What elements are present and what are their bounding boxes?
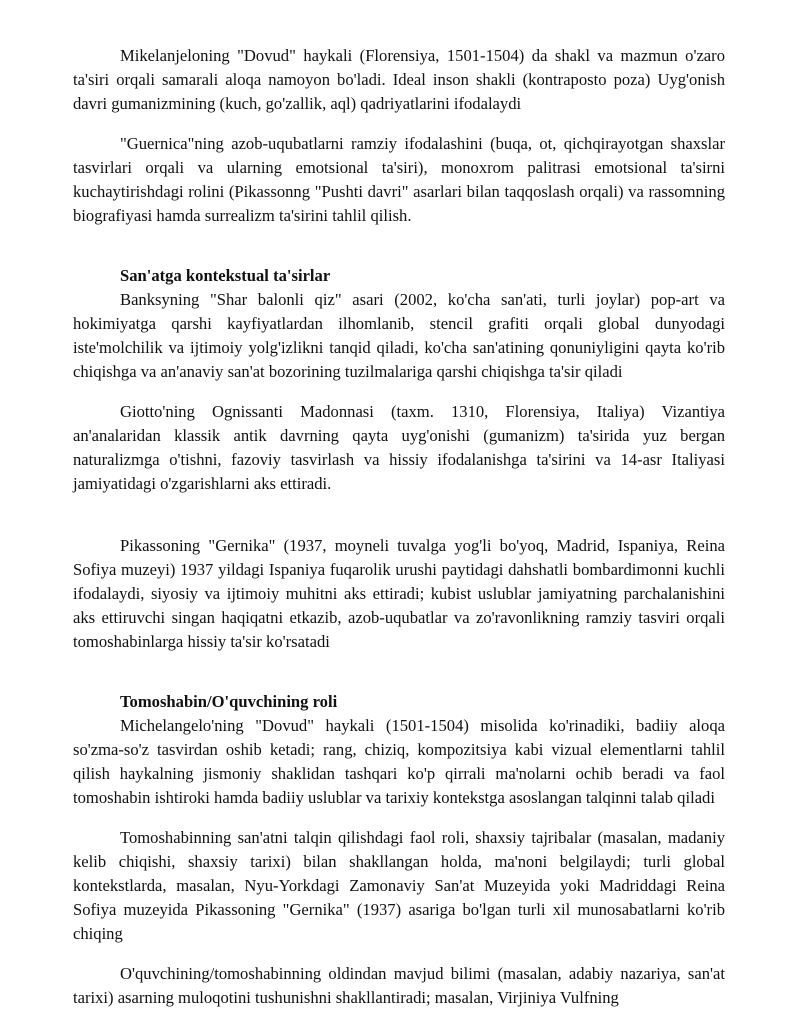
- document-page: [73, 44, 725, 1010]
- section-heading-viewer-role: Tomoshabin/O'quvchining roli: [120, 692, 338, 711]
- paragraph-michelangelo-david: Michelangelo'ning "Dovud" haykali (1501-1504) misolida ko'rinadiki, badiiy aloqa so'zma-so'z tasvirdan oshib ketadi; rang, chiziq, kompozitsiya kabi vizual elementlarni tahlil qilish haykalning jismoniy shaklidan tashqari ko'p qirrali ma'nolarni ochib beradi va faol tomoshabin ishtiroki hamda badiiy uslublar va tarixiy kontekstga asoslangan talqinni talab qiladi: [73, 716, 725, 807]
- spacer: [73, 654, 725, 690]
- paragraph-banksy: Banksyning "Shar balonli qiz" asari (2002, ko'cha san'ati, turli joylar) pop-art va hokimiyatga qarshi kayfiyatlardan ilhomlanib, stencil grafiti orqali global dunyodagi iste'molchilik va ijtimoiy yolg'izlikni tanqid qiladi, ko'cha san'atining qonuniyligini qayta ko'rib chiqishga va an'anaviy san'at bozorining tuzilmalariga qarshi chiqishga ta'sir qiladi: [73, 290, 725, 381]
- spacer: [73, 496, 725, 534]
- paragraph-viewer-interpretation: Tomoshabinning san'atni talqin qilishdagi faol roli, shaxsiy tajribalar (masalan, madaniy kelib chiqishi, shaxsiy tarixi) bilan shakllangan holda, ma'noni belgilaydi; turli global kontekstlarda, masalan, Nyu-Yorkdagi Zamonaviy San'at Muzeyida yoki Madriddagi Reina Sofiya muzeyida Pikassoning "Gernika" (1937) asariga bo'lgan turli xil munosabatlarni ko'rib chiqing: [73, 828, 725, 943]
- paragraph-guernica-analysis: "Guernica"ning azob-uqubatlarni ramziy ifodalashini (buqa, ot, qichqirayotgan shaxslar tasvirlari orqali va ularning emotsional ta'siri), monoxrom palitrasi emotsional ta'sirni kuchaytirishdagi rolini (Pikassonng "Pushti davri" asarlari bilan taqqoslash orqali) va rassomning biografiyasi hamda surrealizm ta'sirini tahlil qilish.: [73, 134, 725, 225]
- section-heading-context: San'atga kontekstual ta'sirlar: [120, 266, 331, 285]
- spacer: [73, 384, 725, 400]
- paragraph-picasso-gernika: Pikassoning "Gernika" (1937, moyneli tuvalga yog'li bo'yoq, Madrid, Ispaniya, Reina Sofiya muzeyi) 1937 yildagi Ispaniya fuqarolik urushi paytidagi dahshatli bombardimonni kuchli ifodalaydi, siyosiy va ijtimoiy muhitni aks ettiradi; kubist uslublar jamiyatning parchalanishini aks ettiruvchi singan haqiqatni etkazib, azob-uqubatlar va zo'ravonlikning ramziy tasviri orqali tomoshabinlarga hissiy ta'sir ko'rsatadi: [73, 536, 725, 651]
- paragraph-prior-knowledge: O'quvchining/tomoshabinning oldindan mavjud bilimi (masalan, adabiy nazariya, san'at tarixi) asarning muloqotini tushunishni shakllantiradi; masalan, Virjiniya Vulfning: [73, 964, 725, 1007]
- paragraph-giotto: Giotto'ning Ognissanti Madonnasi (taxm. 1310, Florensiya, Italiya) Vizantiya an'analaridan klassik antik davrning qayta uyg'onishi (gumanizm) ta'sirida yuz bergan naturalizmga o'tishni, fazoviy tasvirlash va hissiy ifodalanishga ta'sirini va 14-asr Italiyasi jamiyatidagi o'zgarishlarni aks ettiradi.: [73, 402, 725, 493]
- paragraph-david-form: Mikelanjeloning "Dovud" haykali (Florensiya, 1501-1504) da shakl va mazmun o'zaro ta'siri orqali samarali aloqa namoyon bo'ladi. Ideal inson shakli (kontraposto poza) Uyg'onish davri gumanizmining (kuch, go'zallik, aql) qadriyatlarini ifodalaydi: [73, 46, 725, 113]
- spacer: [73, 810, 725, 826]
- spacer: [73, 228, 725, 264]
- spacer: [73, 946, 725, 962]
- spacer: [73, 116, 725, 132]
